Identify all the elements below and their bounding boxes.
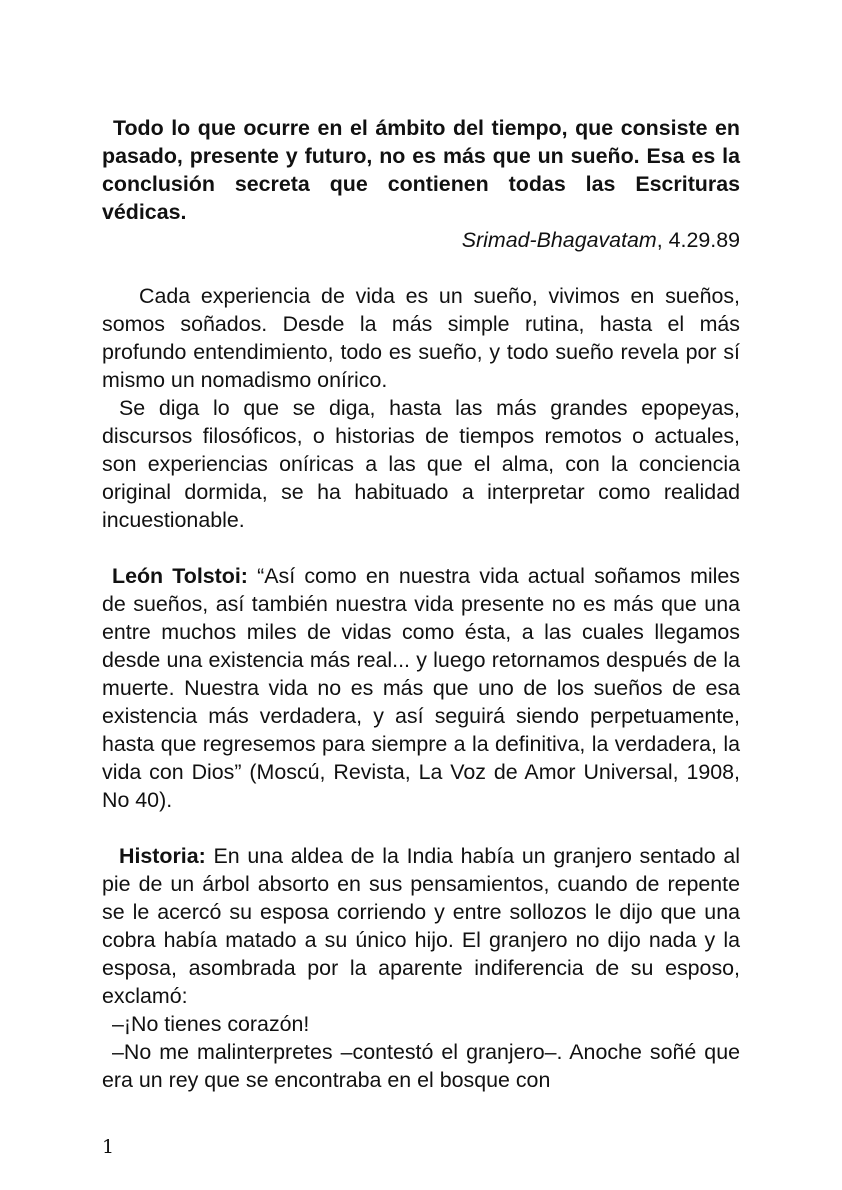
dialog-line-wife: –¡No tienes corazón! <box>112 1012 310 1036</box>
spacer <box>102 534 740 562</box>
tolstoi-text: “Así como en nuestra vida actual soñamos miles de sueños, así también nuestra vida presente no es más que una entre muchos miles de vidas como ésta, a las cuales llegamos desde una existencia más real... y luego retornamos después de la muerte. Nuestra vida no es más que uno de los sueños de esa existencia más verdadera, y así seguirá siendo perpetuamente, hasta que regresemos para siempre a la definitiva, la verdadera, la vida con Dios” (Moscú, Revista, La Voz de Amor Universal, 1908, No 40). <box>102 564 740 812</box>
historia-text: En una aldea de la India había un granjero sentado al pie de un árbol absorto en sus pensamientos, cuando de repente se le acercó su esposa corriendo y entre sollozos le dijo que una cobra había matado a su único hijo. El granjero no dijo nada y la esposa, asombrada por la aparente indiferencia de su esposo, exclamó: <box>102 844 740 1008</box>
historia-paragraph <box>102 842 740 1010</box>
spacer <box>102 814 740 842</box>
page-number: 1 <box>102 1136 115 1158</box>
tolstoi-quote <box>102 562 740 814</box>
source-work: Srimad-Bhagavatam <box>461 228 657 252</box>
page-body <box>102 114 740 1094</box>
source-reference: , 4.29.89 <box>656 228 740 252</box>
epigraph-quote: Todo lo que ocurre en el ámbito del tiempo, que consiste en pasado, presente y futuro, no es más que un sueño. Esa es la conclusión secreta que contienen todas las Escrituras védicas. <box>102 116 740 224</box>
paragraph-epics: Se diga lo que se diga, hasta las más grandes epopeyas, discursos filosóficos, o historias de tiempos remotos o actuales, son experiencias oníricas a las que el alma, con la conciencia original dormida, se ha habituado a interpretar como realidad incuestionable. <box>102 396 740 532</box>
historia-label: Historia: <box>119 844 206 868</box>
spacer <box>102 254 740 282</box>
dialog-line-farmer: –No me malinterpretes –contestó el granjero–. Anoche soñé que era un rey que se encontraba en el bosque con <box>102 1040 740 1092</box>
paragraph-dreams: Cada experiencia de vida es un sueño, vivimos en sueños, somos soñados. Desde la más simple rutina, hasta el más profundo entendimiento, todo es sueño, y todo sueño revela por sí mismo un nomadismo onírico. <box>102 284 740 392</box>
epigraph-source <box>102 226 740 254</box>
tolstoi-label: León Tolstoi: <box>112 564 248 588</box>
